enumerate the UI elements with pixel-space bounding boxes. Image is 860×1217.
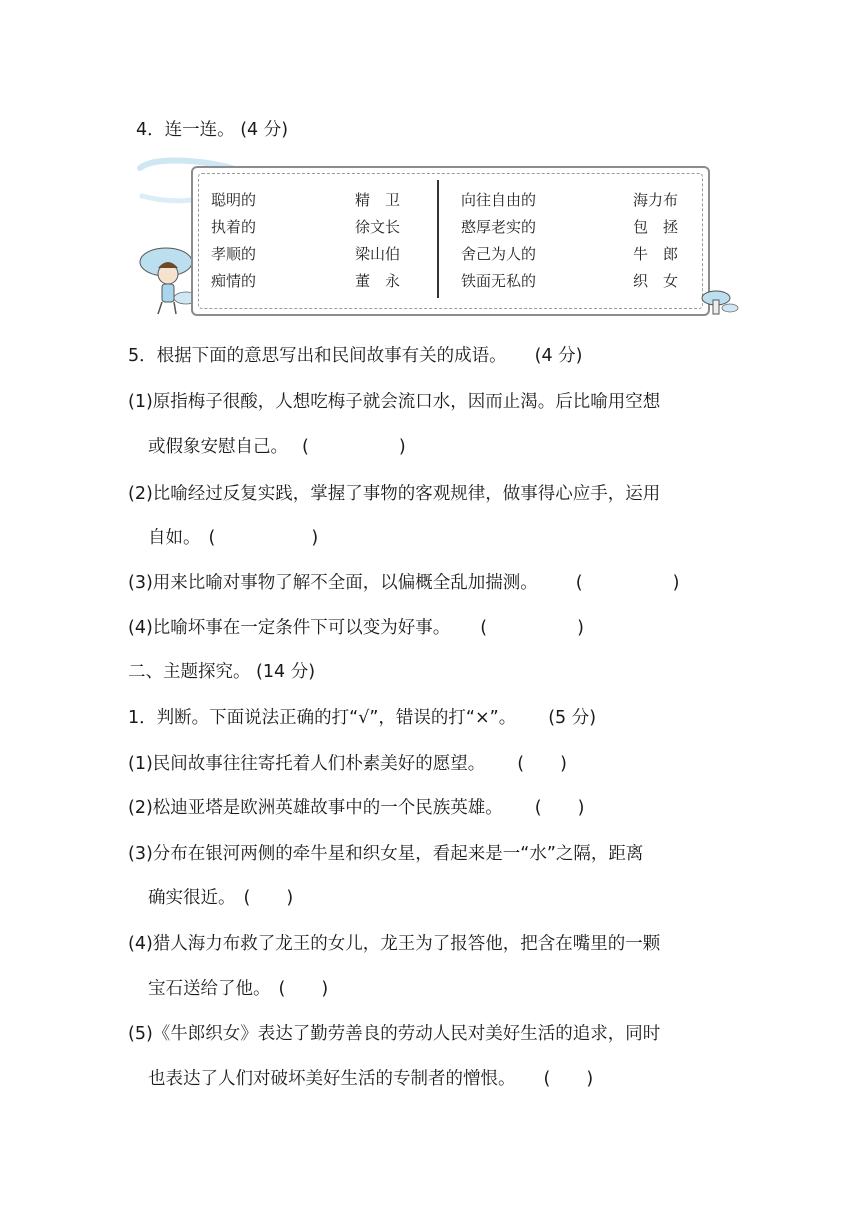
q5-item-3-text: (3)用来比喻对事物了解不全面，以偏概全乱加揣测。 (128, 573, 538, 593)
answer-blank[interactable]: ( ) (534, 798, 585, 818)
right-adjective: 铁面无私的 (461, 272, 537, 290)
right-name: 海力布 (633, 191, 679, 209)
q5-item-2-line1: (2)比喻经过反复实践，掌握了事物的客观规律，做事得心应手，运用 (128, 484, 661, 504)
right-name: 包 拯 (633, 218, 679, 236)
q5-title-text: 5．根据下面的意思写出和民间故事有关的成语。 (128, 346, 507, 366)
answer-blank[interactable]: ( ) (517, 754, 567, 774)
mushroom-decoration-icon (700, 286, 740, 318)
judge-item-1-text: (1)民间故事往往寄托着人们朴素美好的愿望。 (128, 754, 486, 774)
left-adjective: 聪明的 (211, 191, 257, 209)
answer-blank[interactable]: ( ) (243, 888, 294, 908)
answer-blank[interactable]: ( ) (575, 573, 680, 593)
judge-item-5-line2 (148, 1067, 593, 1091)
judge-title (128, 706, 596, 730)
q5-item-4 (128, 616, 584, 640)
judge-score: (5 分) (548, 708, 597, 728)
judge-item-3-text: 确实很近。 (148, 888, 236, 908)
right-adjective: 舍己为人的 (461, 245, 537, 263)
judge-item-4-text: 宝石送给了他。 (148, 979, 271, 999)
q5-item-2-line2 (148, 526, 318, 550)
judge-item-2-text: (2)松迪亚塔是欧洲英雄故事中的一个民族英雄。 (128, 798, 503, 818)
q5-score: (4 分) (534, 346, 583, 366)
answer-blank[interactable]: ( ) (543, 1069, 594, 1089)
right-name: 织 女 (633, 272, 679, 290)
left-name: 董 永 (355, 272, 401, 290)
judge-item-5-text: 也表达了人们对破坏美好生活的专制者的憎恨。 (148, 1069, 516, 1089)
answer-blank[interactable]: ( ) (302, 437, 406, 457)
q5-title (128, 344, 583, 368)
judge-item-3-line1: (3)分布在银河两侧的牵牛星和织女星，看起来是一“水”之隔，距离 (128, 844, 644, 864)
q5-item-1-line1: (1)原指梅子很酸，人想吃梅子就会流口水，因而止渴。后比喻用空想 (128, 392, 661, 412)
left-name: 精 卫 (355, 191, 401, 209)
q5-item-1-line2 (148, 435, 406, 459)
left-adjective: 痴情的 (211, 272, 257, 290)
answer-blank[interactable]: ( ) (278, 979, 329, 999)
judge-item-2 (128, 796, 584, 820)
judge-item-3-line2 (148, 886, 293, 910)
left-name: 梁山伯 (355, 245, 401, 263)
right-adjective: 向往自由的 (461, 191, 537, 209)
section2-title: 二、主题探究。 (14 分) (128, 662, 316, 682)
left-adjective: 孝顺的 (211, 245, 257, 263)
judge-item-5-line1: (5)《牛郎织女》表达了勤劳善良的劳动人民对美好生活的追求，同时 (128, 1024, 661, 1044)
judge-item-1 (128, 752, 567, 776)
q5-item-3 (128, 571, 679, 595)
q5-item-4-text: (4)比喻坏事在一定条件下可以变为好事。 (128, 618, 451, 638)
judge-item-4-line1: (4)猎人海力布救了龙王的女儿，龙王为了报答他，把含在嘴里的一颗 (128, 934, 661, 954)
q5-item-2-text: 自如。 (148, 528, 201, 548)
q4-title: 4．连一连。 (4 分) (136, 120, 289, 140)
judge-item-4-line2 (148, 977, 328, 1001)
left-adjective: 执着的 (211, 218, 257, 236)
right-name: 牛 郎 (633, 245, 679, 263)
q5-item-1-text: 或假象安慰自己。 (148, 437, 288, 457)
answer-blank[interactable]: ( ) (480, 618, 584, 638)
matching-divider (437, 180, 439, 298)
judge-title-text: 1．判断。下面说法正确的打“√”，错误的打“×”。 (128, 708, 517, 728)
matching-box-dashed-border (198, 173, 703, 309)
right-adjective: 憨厚老实的 (461, 218, 537, 236)
left-name: 徐文长 (355, 218, 401, 236)
matching-box (191, 166, 710, 316)
answer-blank[interactable]: ( ) (208, 528, 319, 548)
